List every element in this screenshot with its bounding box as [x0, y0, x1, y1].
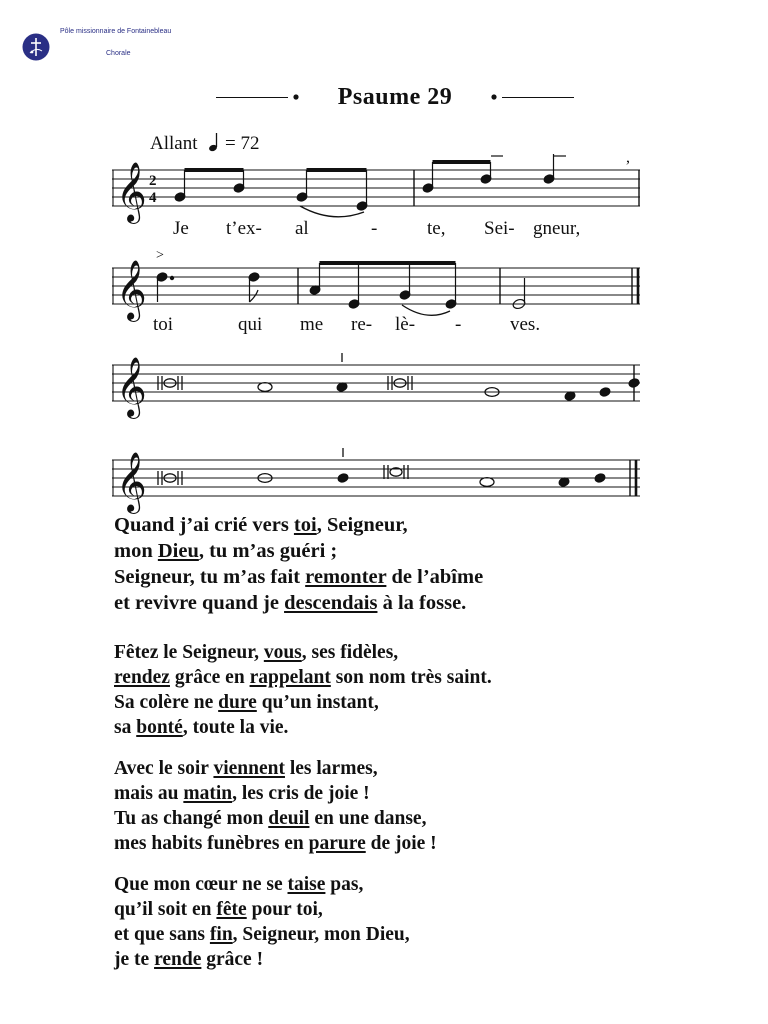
treble-clef-icon: 𝄞: [116, 260, 147, 320]
lyric-syllable: Sei-: [484, 218, 515, 239]
psalm-verse-line: rendez grâce en rappelant son nom très saint.: [114, 667, 492, 688]
psalm-stanza: [114, 872, 492, 972]
time-signature-denominator: 4: [149, 190, 157, 206]
psalm-verse-line: Que mon cœur ne se taise pas,: [114, 874, 364, 895]
svg-text:>: >: [156, 248, 164, 263]
psalm-verse-line: et revivre quand je descendais à la fosse.: [114, 592, 467, 614]
psalm-verse-line: mon Dieu, tu m’as guéri ;: [114, 540, 338, 562]
psalm-stanza: [114, 640, 492, 740]
tempo-marking: Allant = 72: [150, 133, 260, 154]
svg-text:,: ,: [626, 150, 630, 166]
music-staff-3: [112, 345, 644, 425]
lyric-syllable: -: [455, 314, 462, 335]
psalm-verse-line: et que sans fin, Seigneur, mon Dieu,: [114, 924, 410, 945]
lyric-syllable: toi: [153, 314, 174, 335]
lyric-syllable: ves.: [510, 314, 541, 335]
psalm-verse-line: Quand j’ai crié vers toi, Seigneur,: [114, 514, 408, 536]
treble-clef-icon: 𝄞: [116, 452, 147, 512]
psalm-verse-line: Tu as changé mon deuil en une danse,: [114, 808, 427, 829]
psalm-verse-line: mes habits funèbres en parure de joie !: [114, 833, 437, 854]
time-signature-numerator: 2: [149, 173, 157, 189]
bullet-icon: [490, 93, 498, 101]
lyric-syllable: me: [300, 314, 324, 335]
psalm-verse-line: qu’il soit en fête pour toi,: [114, 899, 323, 920]
organization-logo-icon: [22, 33, 50, 61]
quarter-note-icon: [208, 132, 220, 152]
psalm-verse-line: Fêtez le Seigneur, vous, ses fidèles,: [114, 642, 399, 663]
psalm-verse-line: sa bonté, toute la vie.: [114, 717, 289, 738]
lyric-syllable: re-: [351, 314, 373, 335]
organization-name: Pôle missionnaire de Fontainebleau: [60, 28, 172, 35]
psalm-verses: [114, 512, 492, 988]
bullet-icon: [292, 93, 300, 101]
psalm-stanza: [114, 756, 492, 856]
lyric-syllable: -: [371, 218, 378, 239]
lyric-syllable: qui: [238, 314, 263, 335]
treble-clef-icon: 𝄞: [116, 162, 147, 222]
lyric-syllable: gneur,: [533, 218, 581, 239]
psalm-verse-line: je te rende grâce !: [114, 949, 264, 970]
lyric-syllable: Je: [173, 218, 189, 239]
psalm-title-row: [210, 84, 580, 110]
music-staff-2: [112, 248, 644, 328]
music-staff-4: [112, 440, 644, 520]
psalm-title: Psaume 29: [337, 84, 453, 110]
psalm-verse-line: Avec le soir viennent les larmes,: [114, 758, 378, 779]
psalm-verse-line: Sa colère ne dure qu’un instant,: [114, 692, 379, 713]
psalm-verse-line: mais au matin, les cris de joie !: [114, 783, 370, 804]
lyric-syllable: lè-: [395, 314, 416, 335]
treble-clef-icon: 𝄞: [116, 357, 147, 417]
section-name: Chorale: [106, 50, 131, 57]
psalm-stanza: [114, 512, 492, 616]
lyric-syllable: t’ex-: [226, 218, 262, 239]
lyric-syllable: te,: [427, 218, 446, 239]
psalm-verse-line: Seigneur, tu m’as fait remonter de l’abîme: [114, 566, 484, 588]
lyric-syllable: al: [295, 218, 309, 239]
